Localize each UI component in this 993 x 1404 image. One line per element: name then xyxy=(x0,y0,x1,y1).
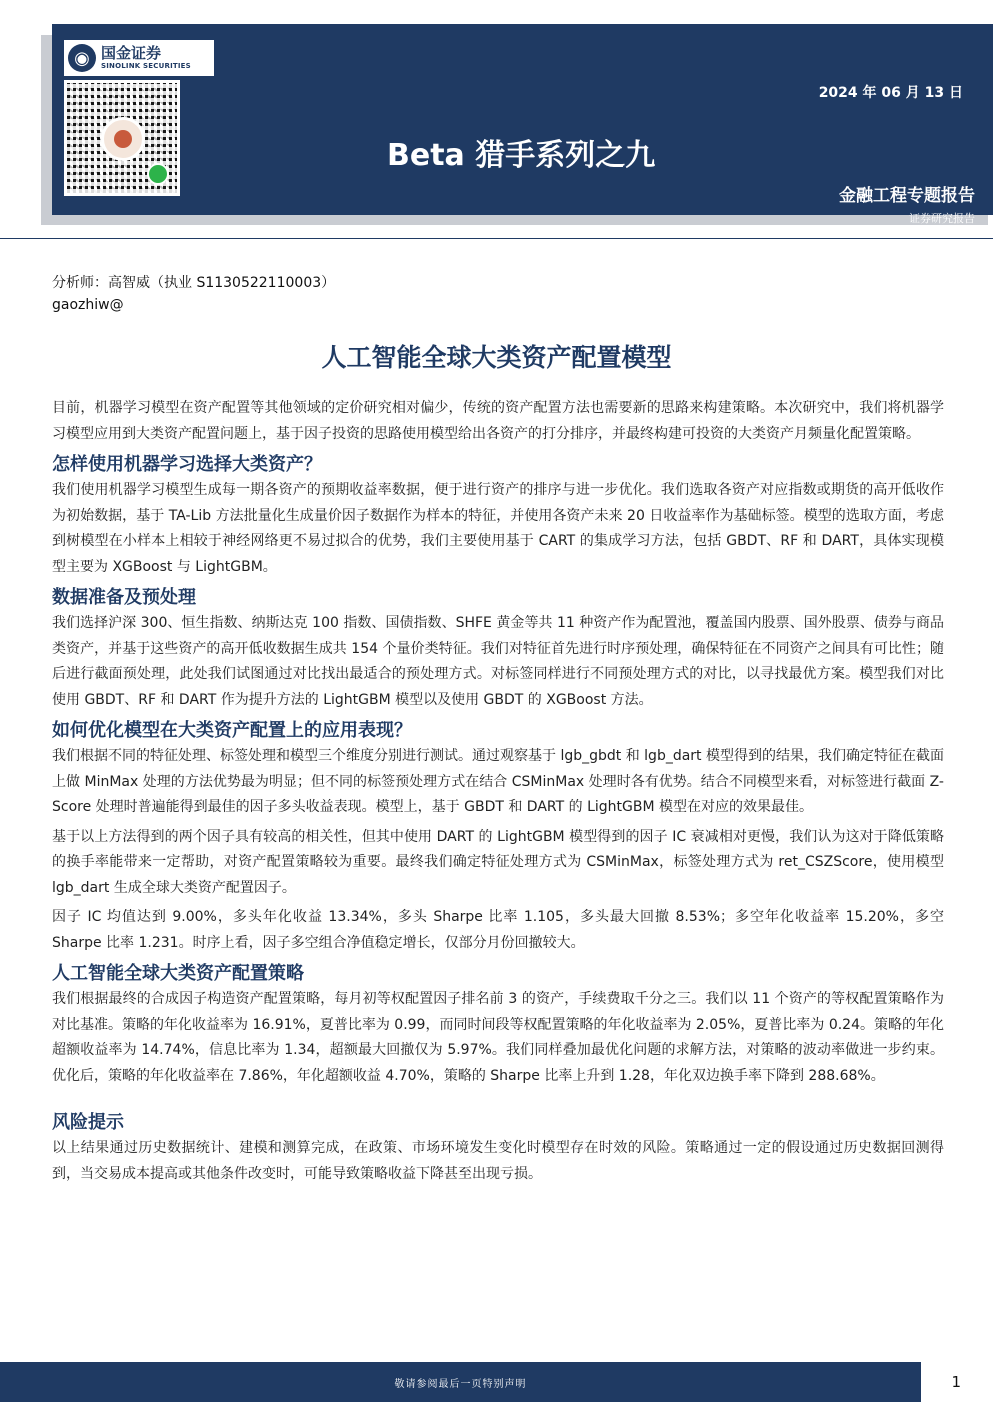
footer-note: 敬请参阅最后一页特别声明 xyxy=(394,1378,527,1390)
series-title: Beta 猎手系列之九 xyxy=(387,138,656,173)
report-type: 金融工程专题报告 xyxy=(839,186,975,206)
section-paragraph: 我们根据不同的特征处理、标签处理和模型三个维度分别进行测试。通过观察基于 lgb_gbdt 和 lgb_dart 模型得到的结果，我们确定特征在截面上做 MinMax 处理的方法优势最为明显；但不同的标签预处理方式在结合 CSMinMax 处理时各有优势。结合不同模型来看，对标签进行截面 Z-Score 处理时普遍能得到最佳的因子多头收益表现。模型上，基于 GBDT 和 DART 的 LightGBM 模型在对应的效果最佳。 xyxy=(52,748,944,815)
logo-en: SINOLINK SECURITIES xyxy=(101,62,191,70)
report-subtype: 证券研究报告 xyxy=(909,212,975,225)
section-heading: 风险提示 xyxy=(52,1112,124,1133)
section-paragraph: 基于以上方法得到的两个因子具有较高的相关性，但其中使用 DART 的 LightGBM 模型得到的因子 IC 衰减相对更慢，我们认为这对于降低策略的换手率能带来一定帮助，对资产配置策略较为重要。最终我们确定特征处理方式为 CSMinMax，标签处理方式为 ret_CSZScore，使用模型 lgb_dart 生成全球大类资产配置因子。 xyxy=(52,828,944,896)
section-paragraph: 因子 IC 均值达到 9.00%，多头年化收益 13.34%，多头 Sharpe 比率 1.105，多头最大回撤 8.53%；多空年化收益率 15.20%，多空 Sharpe 比率 1.231。时序上看，因子多空组合净值稳定增长，仅部分月份回撤较大。 xyxy=(52,909,944,951)
logo-cn: 国金证券 xyxy=(101,44,162,62)
section-paragraph: 以上结果通过历史数据统计、建模和测算完成，在政策、市场环境发生变化时模型存在时效的风险。策略通过一定的假设通过历史数据回测得到，当交易成本提高或其他条件改变时，可能导致策略收益下降甚至出现亏损。 xyxy=(52,1140,944,1182)
section-paragraph: 我们根据最终的合成因子构造资产配置策略，每月初等权配置因子排名前 3 的资产，手续费取千分之三。我们以 11 个资产的等权配置策略作为对比基准。策略的年化收益率为 16.91%，夏普比率为 0.99，而同时间段等权配置策略的年化收益率为 2.05%，夏普比率为 0.24。策略的年化超额收益率为 14.74%，信息比率为 1.34，超额最大回撤仅为 5.97%。我们同样叠加最优化问题的求解方法，对策略的波动率做进一步约束。优化后，策略的年化收益率在 7.86%，年化超额收益 4.70%，策略的 Sharpe 比率上升到 1.28，年化双边换手率下降到 288.68%。 xyxy=(52,991,944,1084)
footer-bar xyxy=(0,1362,921,1402)
company-logo xyxy=(64,40,214,76)
section-heading: 如何优化模型在大类资产配置上的应用表现？ xyxy=(52,720,412,741)
logo-mark-icon: ◉ xyxy=(68,44,96,72)
mini-program-badge-icon xyxy=(147,163,169,185)
page-number: 1 xyxy=(951,1373,961,1391)
report-body xyxy=(52,396,944,1191)
section-heading: 数据准备及预处理 xyxy=(52,587,196,608)
analyst-email: gaozhiw@ xyxy=(52,297,124,313)
section-paragraph: 我们选择沪深 300、恒生指数、纳斯达克 100 指数、国债指数、SHFE 黄金等共 11 种资产作为配置池，覆盖国内股票、国外股票、债券与商品类资产，并基于这些资产的高开低收数据生成共 154 个量价类特征。我们对特征首先进行时序预处理，确保特征在不同资产之间具有可比性；随后进行截面预处理，此处我们试图通过对比找出最适合的预处理方式。对标签同样进行不同预处理方式的对比，以寻找最优方案。模型我们对比使用 GBDT、RF 和 DART 作为提升方法的 LightGBM 模型以及使用 GBDT 的 XGBoost 方法。 xyxy=(52,615,944,708)
intro-paragraph: 目前，机器学习模型在资产配置等其他领域的定价研究相对偏少，传统的资产配置方法也需要新的思路来构建策略。本次研究中，我们将机器学习模型应用到大类资产配置问题上，基于因子投资的思路使用模型给出各资产的打分排序，并最终构建可投资的大类资产月频量化配置策略。 xyxy=(52,400,944,442)
analyst-info: 分析师：高智威（执业 S1130522110003） xyxy=(52,275,336,291)
section-heading: 怎样使用机器学习选择大类资产？ xyxy=(52,454,322,475)
report-title: 人工智能全球大类资产配置模型 xyxy=(321,343,672,372)
qr-center-logo-icon xyxy=(101,117,145,161)
section-paragraph: 我们使用机器学习模型生成每一期各资产的预期收益率数据，便于进行资产的排序与进一步优化。我们选取各资产对应指数或期货的高开低收作为初始数据，基于 TA-Lib 方法批量化生成量价因子数据作为样本的特征，并使用各资产未来 20 日收益率作为基础标签。模型的选取方面，考虑到树模型在小样本上相较于神经网络更不易过拟合的优势，我们主要使用基于 CART 的集成学习方法，包括 GBDT、RF 和 DART，具体实现模型主要为 XGBoost 与 LightGBM。 xyxy=(52,482,944,575)
header-divider xyxy=(0,238,993,239)
report-date: 2024 年 06 月 13 日 xyxy=(818,85,963,101)
qr-code-icon xyxy=(64,80,180,196)
section-heading: 人工智能全球大类资产配置策略 xyxy=(52,963,304,984)
